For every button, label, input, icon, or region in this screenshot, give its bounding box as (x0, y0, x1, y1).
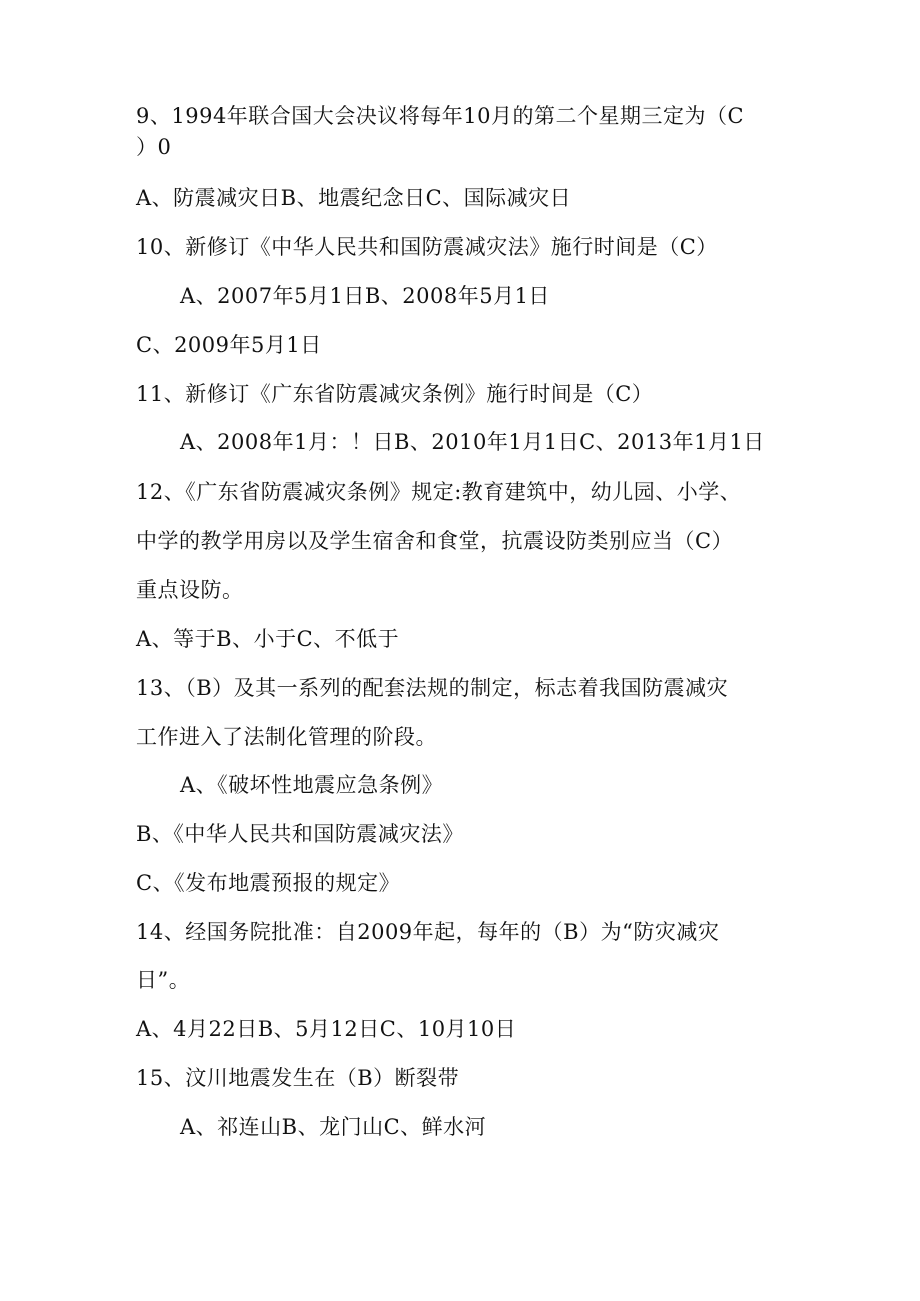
question-11-options: A、2008年1月：！日B、2010年1月1日C、2013年1月1日 (180, 430, 765, 454)
question-12-continuation-2: 重点设防。 (136, 578, 244, 602)
question-10-options-ab: A、2007年5月1日B、2008年5月1日 (180, 284, 550, 308)
question-14-options: A、4月22日B、5月12日C、10月10日 (136, 1017, 517, 1041)
question-13-option-a: A、《破坏性地震应急条例》 (180, 773, 444, 797)
question-15-text: 15、汶川地震发生在（B）断裂带 (136, 1066, 460, 1090)
question-9-continuation: ）0 (136, 135, 172, 159)
question-12-continuation-1: 中学的教学用房以及学生宿舍和食堂，抗震设防类别应当（C） (136, 529, 734, 553)
question-14-continuation: 日”。 (136, 968, 191, 992)
question-12-text: 12、《广东省防震减灾条例》规定:教育建筑中，幼儿园、小学、 (136, 480, 742, 504)
question-14-text: 14、经国务院批准：自2009年起，每年的（B）为“防灾减灾 (136, 920, 720, 944)
question-10-option-c: C、2009年5月1日 (136, 333, 322, 357)
question-15-options: A、祁连山B、龙门山C、鲜水河 (180, 1115, 487, 1139)
question-10-text: 10、新修订《中华人民共和国防震减灾法》施行时间是（C） (136, 235, 718, 259)
question-9-options: A、防震减灾日B、地震纪念日C、国际减灾日 (136, 186, 572, 210)
question-13-option-c: C、《发布地震预报的规定》 (136, 871, 401, 895)
question-11-text: 11、新修订《广东省防震减灾条例》施行时间是（C） (136, 382, 654, 406)
question-13-continuation: 工作进入了法制化管理的阶段。 (136, 725, 437, 749)
question-12-options: A、等于B、小于C、不低于 (136, 627, 400, 651)
question-13-option-b: B、《中华人民共和国防震减灾法》 (136, 822, 464, 846)
question-9-text: 9、1994年联合国大会决议将每年10月的第二个星期三定为（C (136, 104, 745, 128)
question-13-text: 13、（B）及其一系列的配套法规的制定，标志着我国防震减灾 (136, 676, 729, 700)
